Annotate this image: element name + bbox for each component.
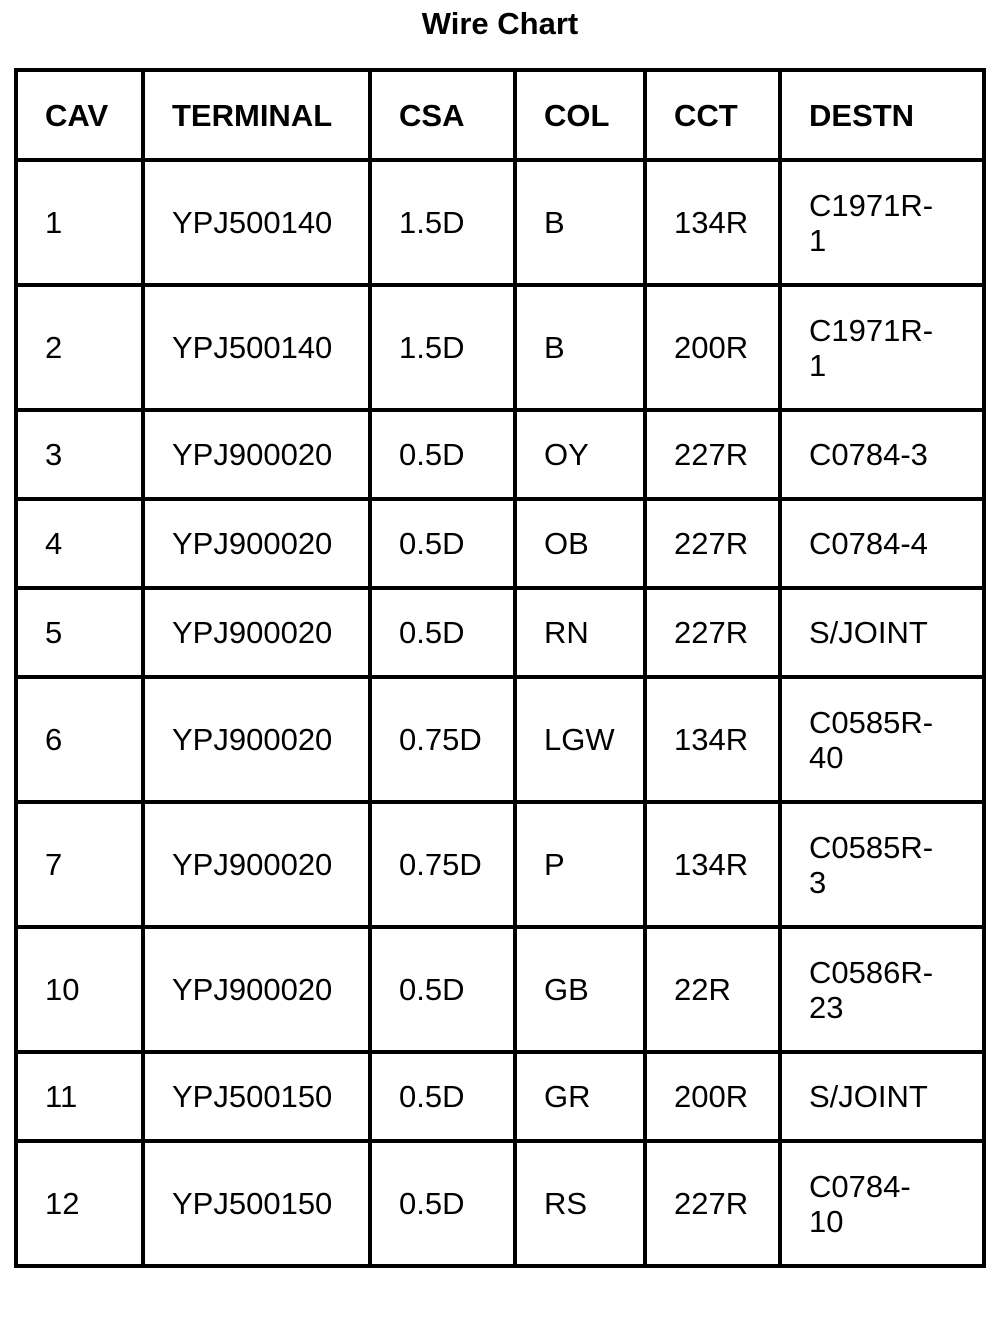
table-row	[16, 927, 984, 1052]
cell-csa: 1.5D	[370, 160, 515, 285]
cell-cav: 12	[16, 1141, 143, 1266]
cell-cct: 200R	[645, 1052, 780, 1141]
cell-csa: 0.5D	[370, 1052, 515, 1141]
cell-csa: 0.75D	[370, 802, 515, 927]
cell-cav: 2	[16, 285, 143, 410]
header-cav: CAV	[16, 70, 143, 160]
cell-cct: 227R	[645, 499, 780, 588]
cell-cct: 134R	[645, 160, 780, 285]
table-row	[16, 410, 984, 499]
header-terminal: TERMINAL	[143, 70, 370, 160]
table-row	[16, 1052, 984, 1141]
table-row	[16, 499, 984, 588]
cell-col: RS	[515, 1141, 645, 1266]
cell-csa: 1.5D	[370, 285, 515, 410]
cell-cct: 200R	[645, 285, 780, 410]
cell-cct: 22R	[645, 927, 780, 1052]
cell-cav: 10	[16, 927, 143, 1052]
cell-destn: C0585R- 40	[780, 677, 984, 802]
cell-cct: 227R	[645, 588, 780, 677]
cell-cav: 4	[16, 499, 143, 588]
cell-destn: C0784-3	[780, 410, 984, 499]
cell-terminal: YPJ900020	[143, 410, 370, 499]
chart-title: Wire Chart	[421, 6, 579, 41]
cell-terminal: YPJ900020	[143, 927, 370, 1052]
cell-destn: S/JOINT	[780, 1052, 984, 1141]
cell-csa: 0.5D	[370, 1141, 515, 1266]
cell-col: GR	[515, 1052, 645, 1141]
cell-csa: 0.5D	[370, 499, 515, 588]
cell-cct: 134R	[645, 677, 780, 802]
cell-cct: 134R	[645, 802, 780, 927]
cell-terminal: YPJ500150	[143, 1141, 370, 1266]
cell-terminal: YPJ900020	[143, 677, 370, 802]
cell-destn: C0784-4	[780, 499, 984, 588]
table-row	[16, 677, 984, 802]
cell-col: P	[515, 802, 645, 927]
cell-terminal: YPJ900020	[143, 802, 370, 927]
table-row	[16, 1141, 984, 1266]
cell-cav: 5	[16, 588, 143, 677]
cell-terminal: YPJ500140	[143, 160, 370, 285]
header-destn: DESTN	[780, 70, 984, 160]
cell-col: B	[515, 285, 645, 410]
cell-col: OY	[515, 410, 645, 499]
header-cct: CCT	[645, 70, 780, 160]
cell-csa: 0.5D	[370, 410, 515, 499]
cell-cav: 3	[16, 410, 143, 499]
cell-cct: 227R	[645, 410, 780, 499]
cell-cct: 227R	[645, 1141, 780, 1266]
header-row	[16, 70, 984, 160]
cell-cav: 6	[16, 677, 143, 802]
cell-csa: 0.75D	[370, 677, 515, 802]
cell-cav: 7	[16, 802, 143, 927]
cell-terminal: YPJ500150	[143, 1052, 370, 1141]
header-csa: CSA	[370, 70, 515, 160]
cell-terminal: YPJ900020	[143, 588, 370, 677]
wire-chart-table	[14, 68, 986, 1268]
header-col: COL	[515, 70, 645, 160]
cell-destn: C0586R- 23	[780, 927, 984, 1052]
cell-destn: C0585R- 3	[780, 802, 984, 927]
cell-destn: C1971R- 1	[780, 285, 984, 410]
cell-destn: C0784- 10	[780, 1141, 984, 1266]
table-row	[16, 160, 984, 285]
cell-col: GB	[515, 927, 645, 1052]
cell-destn: S/JOINT	[780, 588, 984, 677]
cell-col: RN	[515, 588, 645, 677]
cell-col: OB	[515, 499, 645, 588]
cell-terminal: YPJ500140	[143, 285, 370, 410]
table-row	[16, 285, 984, 410]
cell-terminal: YPJ900020	[143, 499, 370, 588]
cell-csa: 0.5D	[370, 588, 515, 677]
cell-col: LGW	[515, 677, 645, 802]
table-row	[16, 588, 984, 677]
cell-col: B	[515, 160, 645, 285]
cell-destn: C1971R- 1	[780, 160, 984, 285]
table-row	[16, 802, 984, 927]
cell-cav: 1	[16, 160, 143, 285]
cell-csa: 0.5D	[370, 927, 515, 1052]
cell-cav: 11	[16, 1052, 143, 1141]
